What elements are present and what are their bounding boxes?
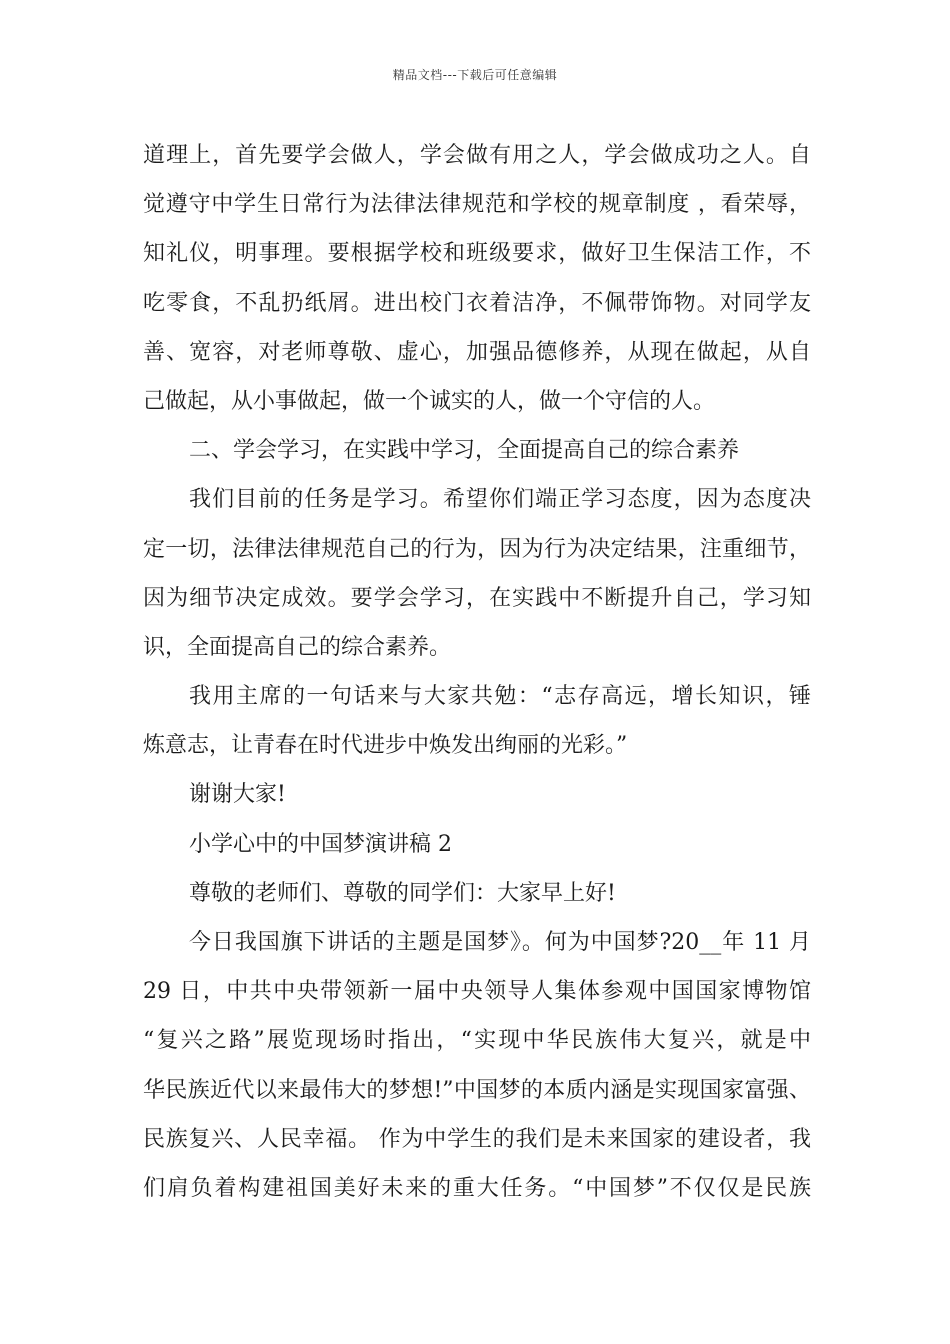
text-line: 们肩负着构建祖国美好未来的重大任务。“中国梦”不仅仅是民族 [143,1175,811,1201]
text-line: 二、学会学习，在实践中学习，全面提高自己的综合素养 [189,438,740,464]
text-line: 民族复兴、人民幸福。 作为中学生的我们是未来国家的建设者，我 [143,1126,811,1152]
text-line: 吃零食，不乱扔纸屑。进出校门衣着洁净，不佩带饰物。对同学友 [143,290,811,316]
document-body [143,131,811,1213]
text-line: 己做起，从小事做起，做一个诚实的人，做一个守信的人。 [143,388,716,414]
text-line: 我们目前的任务是学习。希望你们端正学习态度，因为态度决 [189,487,811,513]
text-line: 尊敬的老师们、尊敬的同学们：大家早上好! [189,880,616,906]
text-line: 今日我国旗下讲话的主题是国梦》。何为中国梦?20__年 11 月 [189,930,811,955]
text-line: 华民族近代以来最伟大的梦想!”中国梦的本质内涵是实现国家富强、 [143,1077,811,1103]
text-line: 因为细节决定成效。要学会学习，在实践中不断提升自己，学习知 [143,585,811,611]
text-line: 定一切，法律法律规范自己的行为，因为行为决定结果，注重细节， [143,536,811,562]
text-line: “复兴之路”展览现场时指出，“实现中华民族伟大复兴，就是中 [143,1028,811,1054]
text-line: 识，全面提高自己的综合素养。 [143,634,452,660]
text-line: 知礼仪，明事理。要根据学校和班级要求，做好卫生保洁工作，不 [143,241,811,267]
text-line: 觉遵守中学生日常行为法律法律规范和学校的规章制度 ，看荣辱， [143,192,811,218]
text-line: 善、宽容，对老师尊敬、虚心，加强品德修养，从现在做起，从自 [143,339,811,365]
text-line: 我用主席的一句话来与大家共勉：“志存高远，增长知识，锤 [189,684,811,710]
text-line: 谢谢大家! [189,782,286,808]
text-line: 道理上，首先要学会做人，学会做有用之人，学会做成功之人。自 [143,143,811,168]
text-line: 炼意志，让青春在时代进步中焕发出绚丽的光彩。” [143,733,628,759]
text-line: 29 日，中共中央带领新一届中央领导人集体参观中国国家博物馆 [143,979,811,1005]
text-line: 小学心中的中国梦演讲稿 2 [189,831,452,857]
page-header: 精品文档---下载后可任意编辑 [392,68,558,82]
